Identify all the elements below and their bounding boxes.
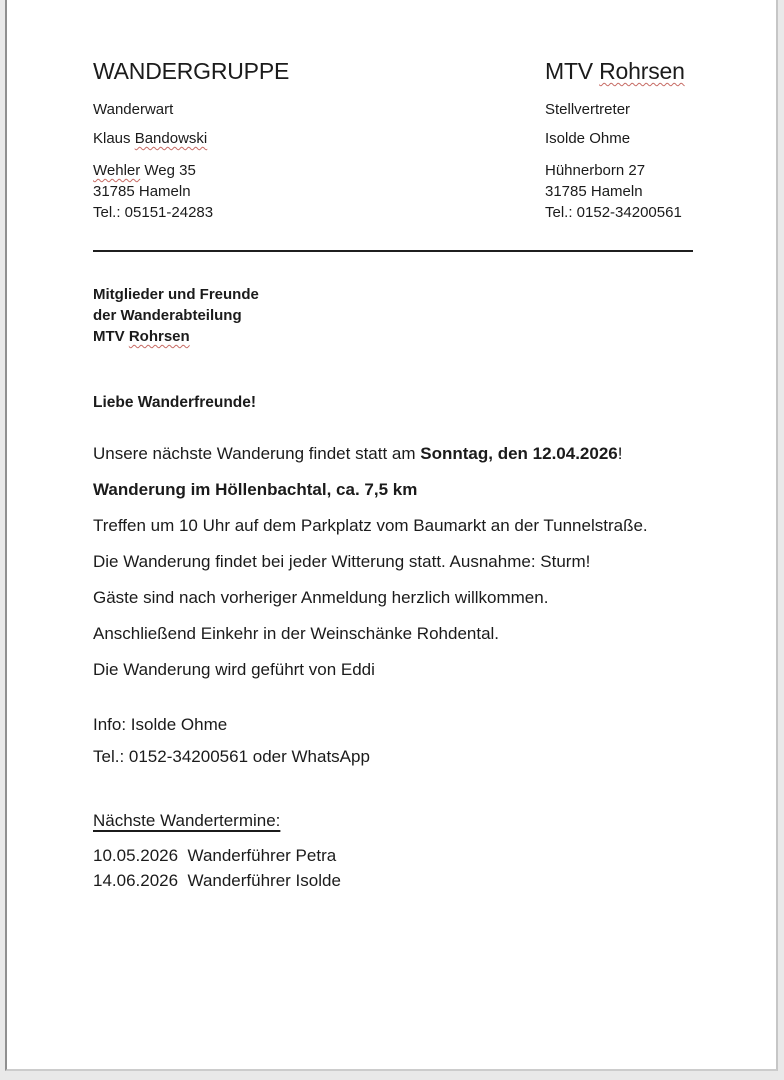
paragraph-stop: Anschließend Einkehr in der Weinschänke Rohdental. (93, 624, 500, 643)
contact-info: Info: Isolde Ohme (93, 715, 228, 734)
name-right: Isolde Ohme (545, 130, 631, 147)
club-title-name: Rohrsen (599, 58, 685, 84)
announcement (93, 444, 693, 463)
city-left: 31785 Hameln (93, 183, 191, 200)
street-left (93, 160, 545, 181)
recipient-line-1: Mitglieder und Freunde (93, 286, 259, 303)
announcement-prefix: Unsere nächste Wanderung findet statt am (93, 444, 421, 463)
next-dates-list (93, 843, 693, 893)
address-right (545, 160, 693, 223)
address-left (93, 160, 545, 223)
paragraph-guests: Gäste sind nach vorheriger Anmeldung herzlich willkommen. (93, 588, 549, 607)
club-title-prefix: MTV (545, 58, 600, 84)
phone-right: Tel.: 0152-34200561 (545, 204, 682, 221)
recipient-club-prefix: MTV (93, 328, 129, 345)
group-title-text: WANDERGRUPPE (93, 58, 290, 84)
recipient-line-3 (93, 326, 693, 347)
announcement-date: Sonntag, den 12.04.2026 (420, 444, 618, 463)
next-dates-heading: Nächste Wandertermine: (93, 811, 281, 830)
street-right: Hühnerborn 27 (545, 162, 646, 179)
name-left-first: Klaus (93, 130, 135, 147)
recipient-line-2: der Wanderabteilung (93, 307, 242, 324)
next-date-item: 14.06.2026 Wanderführer Isolde (93, 871, 341, 890)
letterhead-right (545, 57, 693, 223)
letter-content (93, 0, 693, 893)
group-title (93, 57, 545, 85)
street-left-rest: Weg 35 (140, 162, 196, 179)
header-divider (93, 250, 693, 252)
paragraph-guide: Die Wanderung wird geführt von Eddi (93, 660, 375, 679)
club-title (545, 57, 693, 85)
phone-left: Tel.: 05151-24283 (93, 204, 214, 221)
hike-title: Wanderung im Höllenbachtal, ca. 7,5 km (93, 480, 418, 499)
document-page (5, 0, 778, 1071)
recipient-club-name: Rohrsen (128, 328, 190, 345)
street-left-marked: Wehler (93, 162, 141, 179)
next-date-item: 10.05.2026 Wanderführer Petra (93, 846, 337, 865)
paragraph-weather: Die Wanderung findet bei jeder Witterung statt. Ausnahme: Sturm! (93, 552, 591, 571)
letterhead-left (93, 57, 545, 223)
name-left-last: Bandowski (134, 130, 208, 147)
role-left: Wanderwart (93, 101, 174, 118)
letterhead (93, 57, 693, 223)
salutation: Liebe Wanderfreunde! (93, 394, 257, 411)
announcement-suffix: ! (617, 444, 623, 463)
paragraph-meeting: Treffen um 10 Uhr auf dem Parkplatz vom Baumarkt an der Tunnelstraße. (93, 516, 648, 535)
city-right: 31785 Hameln (545, 183, 643, 200)
name-left (93, 131, 545, 146)
contact-phone: Tel.: 0152-34200561 oder WhatsApp (93, 747, 370, 766)
recipient-block (93, 284, 693, 347)
role-right: Stellvertreter (545, 101, 631, 118)
